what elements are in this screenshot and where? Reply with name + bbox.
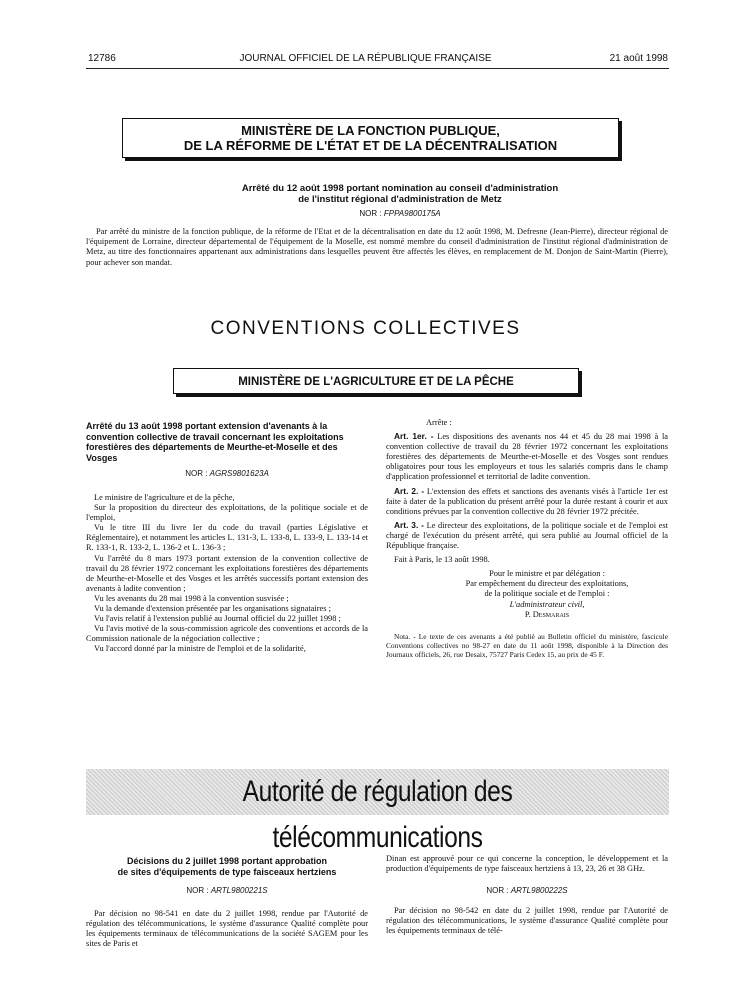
page-header xyxy=(0,53,731,73)
article-3-label: Art. 3. - xyxy=(394,519,424,530)
article-3-text: Le directeur des exploitations, de la politique sociale et de l'emploi est chargé de l'exécution du présent arrêté, qui sera publié au Journal officiel de la République française. xyxy=(386,520,668,551)
arrete-1-title-line-2: de l'institut régional d'administration de Metz xyxy=(298,194,502,205)
arct-section-banner xyxy=(86,769,669,854)
decision-1-body xyxy=(86,909,368,949)
signature-line-1: Pour le ministre et par délégation : xyxy=(489,569,605,579)
arrete-2-right-column xyxy=(386,418,668,659)
signature-line-4: L'administrateur civil, xyxy=(509,599,585,609)
left-paragraph: Sur la proposition du directeur des exploitations, de la politique sociale et de l'emploi, xyxy=(86,503,368,523)
signature-name: P. Desmarais xyxy=(524,609,570,619)
ministry-agriculture-box: MINISTÈRE DE L'AGRICULTURE ET DE LA PÊCHE xyxy=(173,368,579,394)
nor-code: FPPA9800175A xyxy=(383,209,441,218)
decisions-title-line-2: de sites d'équipements de type faisceaux hertziens xyxy=(117,866,337,877)
arrete-2-left-column xyxy=(86,493,368,655)
nor-label: NOR : xyxy=(486,886,509,896)
arrete-1-title xyxy=(150,183,650,205)
signature-line-3: de la politique sociale et de l'emploi : xyxy=(484,589,610,599)
decisions-title xyxy=(86,856,368,877)
left-paragraph: Vu l'arrêté du 8 mars 1973 portant extension de la convention collective de travail du 28 février 1972 concernant les exploitations forestières des départements de Meurthe-et-Moselle et des Vosges et les arrêtés successifs portant extension des avenants à ladite convention ; xyxy=(86,553,368,593)
signature-block xyxy=(386,569,668,619)
ministry-fonction-publique-box xyxy=(122,118,619,158)
nor-label: NOR : xyxy=(186,886,209,895)
left-paragraph: Le ministre de l'agriculture et de la pêche, xyxy=(94,493,235,502)
nor-code: AGRS9801623A xyxy=(209,469,269,478)
decision-1-text: Par décision no 98-541 en date du 2 juillet 1998, rendue par l'Autorité de régulation des télécommunications, le système d'assurance Qualité complète pour les équipements terminaux de télécommunications de la société SAGEM pour les sites de Paris et xyxy=(86,909,368,949)
header-rule xyxy=(86,68,669,69)
article-2 xyxy=(386,486,668,517)
decisions-title-line-1: Décisions du 2 juillet 1998 portant approbation xyxy=(126,856,328,866)
left-paragraph: Vu les avenants du 28 mai 1998 à la convention susvisée ; xyxy=(94,593,289,603)
signature-line-2: Par empêchement du directeur des exploitations, xyxy=(465,579,629,589)
left-paragraph: Vu la demande d'extension présentée par les organisations signataires ; xyxy=(94,604,331,614)
arrete-1-title-line-1: Arrêté du 12 août 1998 portant nomination au conseil d'administration xyxy=(241,183,559,194)
ministry-line-1: MINISTÈRE DE LA FONCTION PUBLIQUE, xyxy=(241,123,500,138)
left-paragraph: Vu l'avis motivé de la sous-commission agricole des conventions et accords de la Commission nationale de la négociation collective ; xyxy=(86,624,368,644)
decision-right-column xyxy=(386,854,668,937)
arrete-1-nor xyxy=(150,209,650,218)
nor-label: NOR : xyxy=(185,469,208,478)
nor-code: ARTL9800222S xyxy=(510,886,568,896)
article-1-text: Les dispositions des avenants nos 44 et 45 du 28 mai 1998 à la convention collective de travail du 28 février 1972 concernant les exploitations forestières des départements de Meurthe-et-Moselle et des Vosges sont rendues obligatoires pour tous les employeurs et tous les salariés compris dans le champ d'application professionnel et territorial de ladite convention. xyxy=(386,432,669,482)
article-2-label: Art. 2. - xyxy=(394,485,425,496)
page-number: 12786 xyxy=(88,53,116,64)
decision-1-continued: Dinan est approuvé pour ce qui concerne la conception, le développement et la production d'équipements de type faisceaux hertziens à 13, 23, 26 et 38 GHz. xyxy=(386,854,668,874)
nor-code: ARTL9800221S xyxy=(210,886,268,895)
left-paragraph: Vu l'accord donné par la ministre de l'emploi et de la solidarité, xyxy=(94,644,306,654)
journal-title: JOURNAL OFFICIEL DE LA RÉPUBLIQUE FRANÇAISE xyxy=(239,53,492,64)
issue-date: 21 août 1998 xyxy=(609,53,668,64)
article-1-label: Art. 1er. - xyxy=(394,431,434,442)
article-1 xyxy=(386,431,668,482)
arrete-2-title: Arrêté du 13 août 1998 portant extension d'avenants à la convention collective de travail concernant les exploitations forestières des départements de Meurthe-et-Moselle et des Vosges xyxy=(86,421,344,463)
arct-banner-title: Autorité de régulation des télécommunications xyxy=(242,775,513,854)
left-paragraph: Vu le titre III du livre Ier du code du travail (parties Législative et Réglementaire), et notamment les articles L. 131-3, L. 133-8, L. 133-9, L. 133-14 et R. 133-1, R. 133-2, L. 136-2 et L. 136-3 ; xyxy=(86,523,368,553)
arrete-2-nor xyxy=(86,469,368,478)
nota-note: Nota. - Le texte de ces avenants a été publié au Bulletin officiel du ministère, fascicule Conventions collectives no 98-27 en date du 11 août 1998, disponible à la Direction des Journaux officiels, 26, rue Desaix, 75727 Paris Cedex 15, au prix de 45 F. xyxy=(386,631,668,659)
decision-1-nor xyxy=(86,886,368,895)
left-paragraph: Vu l'avis relatif à l'extension publié au Journal officiel du 22 juillet 1998 ; xyxy=(94,614,341,624)
ministry-line-2: DE LA RÉFORME DE L'ÉTAT ET DE LA DÉCENTRALISATION xyxy=(183,138,558,153)
article-3 xyxy=(386,520,668,551)
decision-2-text: Par décision no 98-542 en date du 2 juillet 1998, rendue par l'Autorité de régulation des télécommunications, le système d'assurance Qualité complète pour les équipements terminaux de télé- xyxy=(386,906,668,936)
done-at: Fait à Paris, le 13 août 1998. xyxy=(394,555,490,565)
conventions-collectives-title: CONVENTIONS COLLECTIVES xyxy=(210,318,521,339)
nor-label: NOR : xyxy=(359,209,382,218)
arrete-1-body: Par arrêté du ministre de la fonction publique, de la réforme de l'Etat et de la décentralisation en date du 12 août 1998, M. Defresne (Jean-Pierre), directeur régional de l'équipement de Lorraine, directeur départemental de l'équipement de la Moselle, est nommé membre du conseil d'administration de l'institut régional d'administration de Metz, au titre des fonctionnaires appartenant aux administrations dans lesquelles peuvent être affectés les élèves, en remplacement de M. Donjon de Saint-Martin (Pierre), pour achever son mandat. xyxy=(86,227,668,267)
arrete-label: Arrête : xyxy=(426,418,452,427)
article-2-text: L'extension des effets et sanctions des avenants visés à l'article 1er est faite à dater de la publication du présent arrêté pour la durée restant à courir et aux conditions prévues par la convention collective du 28 février 1972 précitée. xyxy=(386,486,669,516)
decision-2-nor xyxy=(386,886,668,896)
